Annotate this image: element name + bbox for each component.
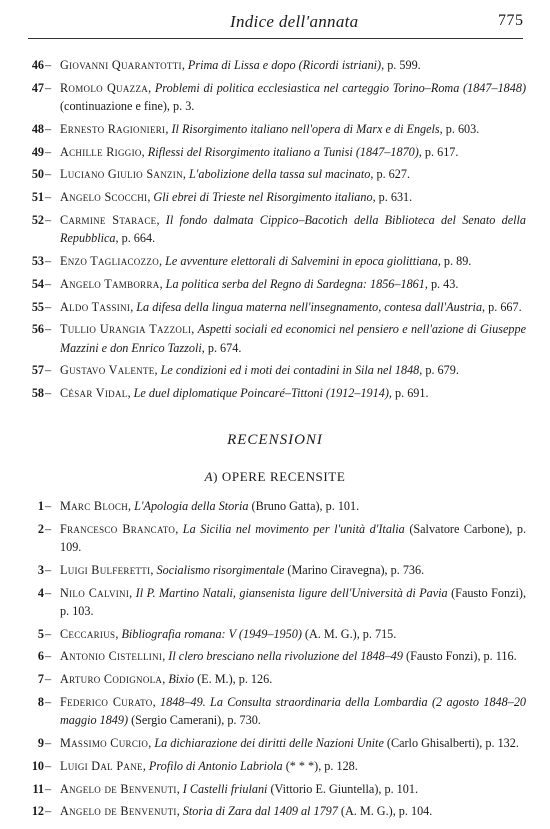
- entry-number: 4: [37, 585, 44, 600]
- entry-author: Ernesto Ragionieri: [60, 121, 166, 136]
- entry-pages: (Fausto Fonzi), p. 116.: [402, 649, 517, 664]
- entry-title: Il fondo dalmata Cippico–Bacotich della Biblioteca del Senato della Repubblica: [60, 212, 527, 246]
- list-item: 54 – Angelo Tamborra, La politica serba del Regno di Sardegna: 1856–1861, p. 43.: [0, 275, 550, 293]
- entry-number: 55: [31, 299, 44, 314]
- page-number: 775: [498, 12, 524, 29]
- entry-pages: , p. 674.: [201, 340, 242, 355]
- entry-author: Luciano Giulio Sanzin: [60, 167, 183, 182]
- entry-title: 1848–49. La Consulta straordinaria della Lombardia (2 agosto 1848–20 maggio 1849): [60, 694, 527, 728]
- entry-title: La dichiarazione dei diritti delle Nazioni Unite: [154, 735, 384, 750]
- page-header: [0, 12, 550, 36]
- list-item: 52 – Carmine Starace, Il fondo dalmata Cippico–Bacotich della Biblioteca del Senato della Repubblica, p. 664.: [0, 211, 550, 247]
- list-item: 5 – Ceccarius, Bibliografia romana: V (1949–1950) (A. M. G.), p. 715.: [0, 625, 550, 643]
- running-title: Indice dell'annata: [230, 12, 359, 31]
- list-item: 12 – Angelo de Benvenuti, Storia di Zara dal 1409 al 1797 (A. M. G.), p. 104.: [0, 802, 550, 820]
- entry-title: Profilo di Antonio Labriola: [148, 758, 283, 773]
- entry-pages: (* * *), p. 128.: [282, 758, 358, 773]
- entry-title: L'abolizione della tassa sul macinato: [189, 167, 371, 182]
- entry-number: 51: [31, 190, 44, 205]
- entry-pages: (continuazione e fine), p. 3.: [60, 99, 195, 113]
- entry-number: 1: [37, 499, 44, 513]
- entry-pages: , p. 664.: [115, 231, 156, 246]
- entry-number: 11: [32, 781, 44, 796]
- entry-author: Achille Riggio: [60, 144, 142, 159]
- entry-title: Bixio: [168, 672, 195, 687]
- entry-pages: , p. 627.: [370, 167, 410, 182]
- list-item: 8 – Federico Curato, 1848–49. La Consulta straordinaria della Lombardia (2 agosto 1848–20 maggio 1849) (Sergio Camerani), p. 730.: [0, 693, 550, 729]
- entry-title: Bibliografia romana: V (1949–1950): [121, 626, 302, 641]
- entry-author: Antonio Cistellini: [60, 649, 163, 664]
- list-item: 55 – Aldo Tassini, La difesa della lingua materna nell'insegnamento, contesa dall'Austria, p. 667.: [0, 298, 550, 316]
- entry-pages: , p. 43.: [424, 276, 459, 291]
- entry-pages: (Carlo Ghisalberti), p. 132.: [383, 735, 519, 750]
- entry-number: 46: [31, 58, 44, 72]
- entry-number: 52: [31, 212, 44, 227]
- entry-number: 3: [37, 562, 44, 577]
- entry-title: Il P. Martino Natali, giansenista ligure dell'Università di Pavia: [135, 585, 448, 600]
- entry-author: Angelo de Benvenuti: [60, 804, 177, 819]
- entry-number: 10: [31, 758, 44, 773]
- entry-author: Enzo Tagliacozzo: [60, 253, 160, 268]
- entry-title: Gli ebrei di Trieste nel Risorgimento italiano: [153, 190, 373, 205]
- list-item: 9 – Massimo Curcio, La dichiarazione dei diritti delle Nazioni Unite (Carlo Ghisalberti), p. 132.: [0, 734, 550, 752]
- index-list-articles: [0, 56, 550, 407]
- entry-pages: (E. M.), p. 126.: [194, 672, 273, 687]
- list-item: 57 – Gustavo Valente, Le condizioni ed i moti dei contadini in Sila nel 1848, p. 679.: [0, 361, 550, 379]
- entry-number: 6: [37, 649, 44, 664]
- entry-author: César Vidal: [60, 386, 128, 401]
- entry-title: L'Apologia della Storia: [134, 499, 249, 513]
- entry-title: La difesa della lingua materna nell'insegnamento, contesa dall'Austria: [136, 299, 483, 314]
- entry-title: Prima di Lissa e dopo (Ricordi istriani): [187, 58, 382, 72]
- list-item: 49 – Achille Riggio, Riflessi del Risorgimento italiano a Tunisi (1847–1870), p. 617.: [0, 143, 550, 161]
- entry-pages: , p. 691.: [388, 386, 429, 401]
- index-list-reviews: [0, 497, 550, 825]
- list-item: 6 – Antonio Cistellini, Il clero bresciano nella rivoluzione del 1848–49 (Fausto Fonzi), p. 116.: [0, 647, 550, 665]
- entry-title: La Sicilia nel movimento per l'unità d'Italia: [182, 521, 405, 536]
- entry-title: La politica serba del Regno di Sardegna: 1856–1861: [165, 276, 425, 291]
- section-heading: RECENSIONI: [227, 432, 323, 448]
- entry-author: Carmine Starace: [60, 212, 157, 227]
- subsection-heading: [0, 469, 550, 485]
- entry-title: Aspetti sociali ed economici nel pensiero e nell'azione di Giuseppe Mazzini e don Enrico Tazzoli: [60, 322, 526, 355]
- entry-pages: (Bruno Gatta), p. 101.: [248, 499, 360, 513]
- list-item: 4 – Nilo Calvini, Il P. Martino Natali, giansenista ligure dell'Università di Pavia (Fausto Fonzi), p. 103.: [0, 584, 550, 620]
- list-item: 53 – Enzo Tagliacozzo, Le avventure elettorali di Salvemini in epoca giolittiana, p. 89.: [0, 252, 550, 270]
- entry-title: Socialismo risorgimentale: [156, 562, 285, 577]
- entry-author: Arturo Codignola: [60, 672, 163, 687]
- entry-number: 57: [31, 363, 44, 378]
- entry-pages: (Salvatore Carbone), p. 109.: [60, 521, 527, 554]
- list-item: 48 – Ernesto Ragionieri, Il Risorgimento italiano nell'opera di Marx e di Engels, p. 603.: [0, 120, 550, 138]
- entry-title: Riflessi del Risorgimento italiano a Tunisi (1847–1870): [147, 144, 419, 159]
- entry-title: Il Risorgimento italiano nell'opera di Marx e di Engels: [171, 121, 440, 136]
- entry-number: 9: [37, 735, 44, 750]
- entry-number: 49: [31, 144, 44, 159]
- list-item: 56 – Tullio Urangia Tazzoli, Aspetti sociali ed economici nel pensiero e nell'azione di Giuseppe Mazzini e don Enrico Tazzoli, p. 674.: [0, 320, 550, 356]
- entry-number: 2: [37, 521, 44, 536]
- entry-number: 12: [31, 804, 44, 819]
- entry-author: Marc Bloch: [60, 499, 129, 513]
- entry-number: 53: [31, 253, 44, 268]
- subsection-label: ) OPERE RECENSITE: [213, 469, 346, 484]
- entry-author: Massimo Curcio: [60, 735, 149, 750]
- entry-pages: (A. M. G.), p. 715.: [301, 626, 397, 641]
- entry-pages: , p. 617.: [418, 144, 459, 159]
- entry-pages: (A. M. G.), p. 104.: [337, 804, 433, 819]
- entry-author: Federico Curato: [60, 694, 153, 709]
- entry-title: Storia di Zara dal 1409 al 1797: [182, 804, 338, 819]
- entry-pages: , p. 603.: [439, 121, 480, 136]
- entry-title: I Castelli friulani: [182, 781, 268, 796]
- entry-author: Angelo Tamborra: [60, 276, 160, 291]
- entry-author: Angelo de Benvenuti: [60, 781, 177, 796]
- list-item: 1 – Marc Bloch, L'Apologia della Storia (Bruno Gatta), p. 101.: [0, 497, 550, 515]
- entry-pages: , p. 89.: [437, 253, 472, 268]
- entry-number: 47: [31, 80, 44, 95]
- entry-title: Le condizioni ed i moti dei contadini in Sila nel 1848: [160, 363, 420, 378]
- entry-number: 58: [31, 386, 44, 401]
- entry-author: Luigi Bulferetti: [60, 562, 151, 577]
- list-item: 3 – Luigi Bulferetti, Socialismo risorgimentale (Marino Ciravegna), p. 736.: [0, 561, 550, 579]
- entry-author: Romolo Quazza: [60, 80, 149, 95]
- entry-author: Nilo Calvini: [60, 585, 130, 600]
- list-item: 2 – Francesco Brancato, La Sicilia nel movimento per l'unità d'Italia (Salvatore Carbone), p. 109.: [0, 520, 550, 556]
- entry-author: Aldo Tassini: [60, 299, 131, 314]
- entry-number: 7: [37, 672, 44, 687]
- list-item: 11 – Angelo de Benvenuti, I Castelli friulani (Vittorio E. Giuntella), p. 101.: [0, 780, 550, 798]
- entry-author: Luigi Dal Pane: [60, 758, 143, 773]
- list-item: 7 – Arturo Codignola, Bixio (E. M.), p. 126.: [0, 670, 550, 688]
- entry-number: 48: [31, 121, 44, 136]
- header-rule: [28, 38, 523, 39]
- list-item: 51 – Angelo Scocchi, Gli ebrei di Trieste nel Risorgimento italiano, p. 631.: [0, 188, 550, 206]
- list-item: 50 – Luciano Giulio Sanzin, L'abolizione della tassa sul macinato, p. 627.: [0, 165, 550, 183]
- entry-author: Francesco Brancato: [60, 521, 176, 536]
- entry-author: Angelo Scocchi: [60, 190, 148, 205]
- entry-number: 5: [37, 626, 44, 641]
- entry-pages: (Marino Ciravegna), p. 736.: [284, 562, 425, 577]
- entry-number: 50: [31, 167, 44, 182]
- entry-pages: , p. 599.: [381, 58, 421, 72]
- entry-pages: , p. 631.: [372, 190, 413, 205]
- entry-pages: (Vittorio E. Giuntella), p. 101.: [267, 781, 419, 796]
- entry-author: Tullio Urangia Tazzoli: [60, 322, 192, 337]
- entry-author: Ceccarius: [60, 626, 116, 641]
- entry-number: 8: [37, 694, 44, 709]
- entry-title: Le avventure elettorali di Salvemini in epoca giolittiana: [165, 253, 438, 268]
- entry-pages: (Fausto Fonzi), p. 103.: [60, 585, 526, 618]
- list-item: 46 – Giovanni Quarantotti, Prima di Lissa e dopo (Ricordi istriani), p. 599.: [0, 56, 550, 74]
- list-item: 58 – César Vidal, Le duel diplomatique Poincaré–Tittoni (1912–1914), p. 691.: [0, 384, 550, 402]
- entry-number: 56: [31, 322, 44, 337]
- entry-author: Giovanni Quarantotti: [60, 58, 182, 72]
- entry-pages: , p. 667.: [482, 299, 522, 314]
- entry-pages: , p. 679.: [419, 363, 459, 378]
- subsection-letter: A: [204, 469, 214, 484]
- entry-title: Le duel diplomatique Poincaré–Tittoni (1912–1914): [133, 386, 389, 401]
- entry-title: Problemi di politica ecclesiastica nel carteggio Torino–Roma (1847–1848): [154, 80, 526, 95]
- list-item: 10 – Luigi Dal Pane, Profilo di Antonio Labriola (* * *), p. 128.: [0, 757, 550, 775]
- entry-number: 54: [31, 276, 44, 291]
- entry-author: Gustavo Valente: [60, 363, 155, 378]
- list-item: 47 – Romolo Quazza, Problemi di politica ecclesiastica nel carteggio Torino–Roma (1847–1848) (continuazione e fine), p. 3.: [0, 79, 550, 115]
- entry-title: Il clero bresciano nella rivoluzione del 1848–49: [168, 649, 403, 664]
- entry-pages: (Sergio Camerani), p. 730.: [128, 713, 261, 728]
